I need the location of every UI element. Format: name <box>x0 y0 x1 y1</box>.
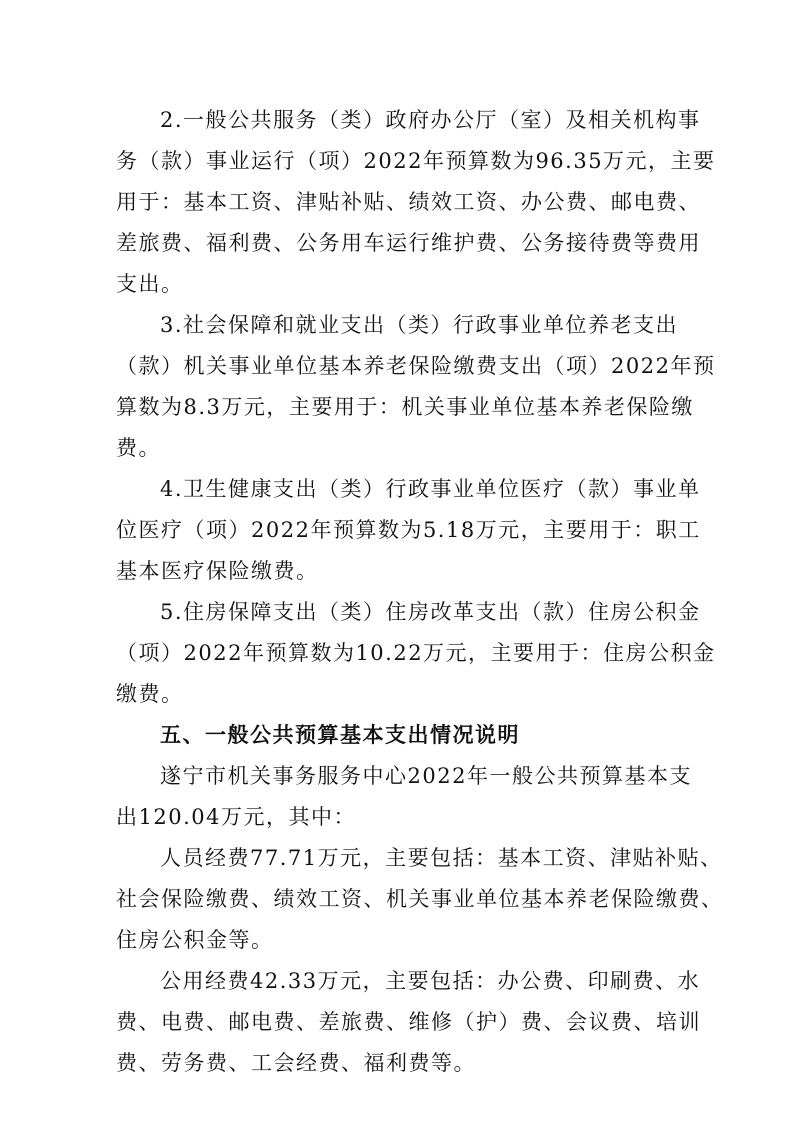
item4-line2: 位医疗（项）2022年预算数为5.18万元，主要用于：职工 <box>116 518 701 542</box>
item2-line3: 用于：基本工资、津贴补贴、绩效工资、办公费、邮电费、 <box>116 190 701 214</box>
item5-line2: （项）2022年预算数为10.22万元，主要用于：住房公积金 <box>116 641 716 665</box>
item3-line4: 费。 <box>116 436 161 460</box>
item4-line3: 基本医疗保险缴费。 <box>116 559 319 583</box>
public-line3: 费、劳务费、工会经费、福利费等。 <box>116 1051 476 1075</box>
item3-line2: （款）机关事业单位基本养老保险缴费支出（项）2022年预 <box>116 354 716 378</box>
item4-line1: 4.卫生健康支出（类）行政事业单位医疗（款）事业单 <box>160 477 701 501</box>
item2-line1: 2.一般公共服务（类）政府办公厅（室）及相关机构事 <box>160 108 701 132</box>
item2-line4: 差旅费、福利费、公务用车运行维护费、公务接待费等费用 <box>116 231 701 255</box>
section5-intro-line2: 出120.04万元，其中： <box>116 805 356 829</box>
item5-line3: 缴费。 <box>116 682 184 706</box>
personnel-line1: 人员经费77.71万元，主要包括：基本工资、津贴补贴、 <box>160 846 723 870</box>
item3-line1: 3.社会保障和就业支出（类）行政事业单位养老支出 <box>160 313 679 337</box>
public-line2: 费、电费、邮电费、差旅费、维修（护）费、会议费、培训 <box>116 1010 701 1034</box>
item3-line3: 算数为8.3万元，主要用于：机关事业单位基本养老保险缴 <box>116 395 694 419</box>
public-line1: 公用经费42.33万元，主要包括：办公费、印刷费、水 <box>160 969 701 993</box>
personnel-line2: 社会保险缴费、绩效工资、机关事业单位基本养老保险缴费、 <box>116 887 724 911</box>
section5-heading: 五、一般公共预算基本支出情况说明 <box>160 723 520 747</box>
item5-line1: 5.住房保障支出（类）住房改革支出（款）住房公积金 <box>160 600 701 624</box>
item2-line5: 支出。 <box>116 272 184 296</box>
personnel-line3: 住房公积金等。 <box>116 928 274 952</box>
section5-intro-line1: 遂宁市机关事务服务中心2022年一般公共预算基本支 <box>160 764 692 788</box>
item2-line2: 务（款）事业运行（项）2022年预算数为96.35万元，主要 <box>116 149 716 173</box>
